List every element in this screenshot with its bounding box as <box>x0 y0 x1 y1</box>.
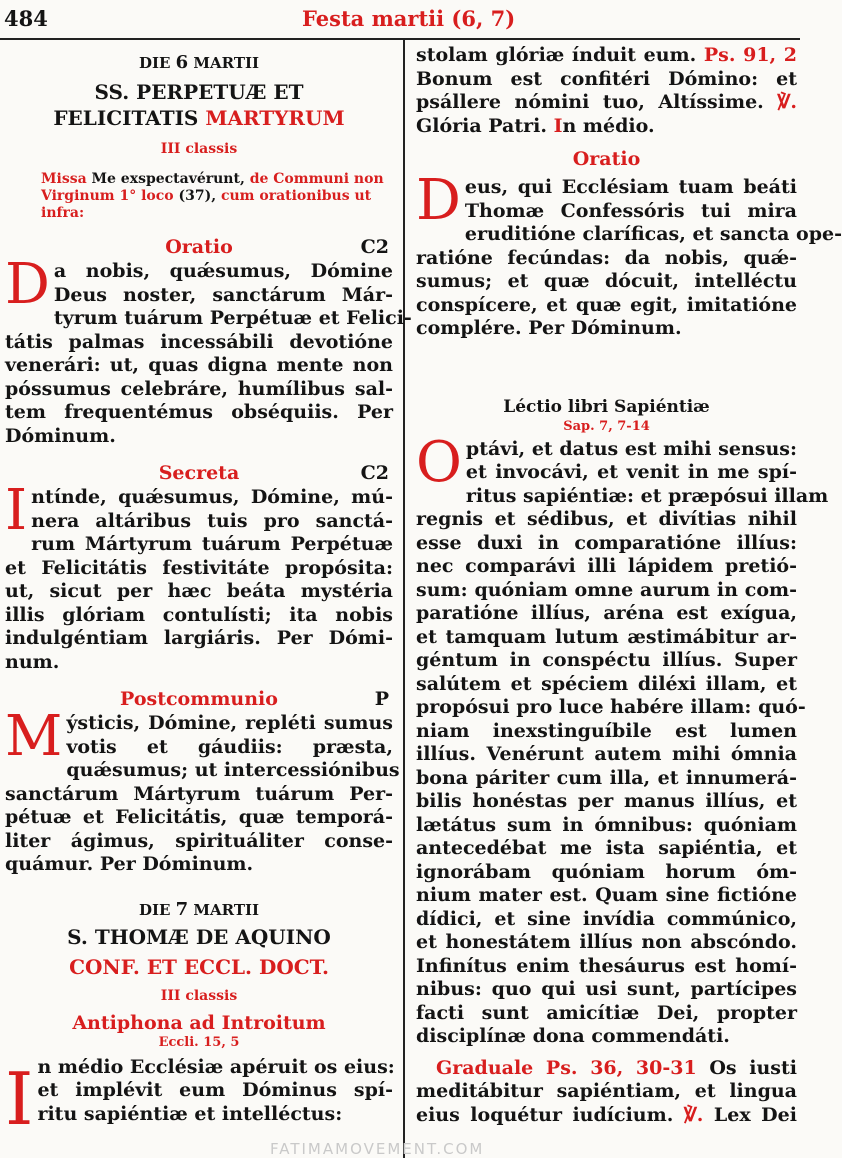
introitus-text <box>5 1055 395 1141</box>
text-line: liter ágimus, spirituáliter conse- <box>5 829 393 852</box>
oratio-text-left <box>5 252 412 448</box>
text-line: facti sunt amicítiæ Dei, propter <box>416 1001 797 1024</box>
text-line: tem frequentémus obséquiis. Per <box>5 401 393 423</box>
text-line: Infinítus enim thesáurus est homí- <box>416 954 797 977</box>
introitus-continuation: stolam glóriæ índuit eum. Ps. 91, 2 Bonum est confitéri Dómino: et psállere nómini tuo, Altíssime. ℣. Glória Patri. In médio. <box>416 44 797 137</box>
text-line: illis glóriam contulísti; ita nobis <box>5 603 393 626</box>
text-line: complére. Per Dóminum. <box>416 317 682 339</box>
antiphona-heading: Antiphona ad Introitum <box>72 1011 326 1034</box>
text-line: conspícere, et quæ egit, imitatióne <box>416 293 797 316</box>
day-heading-7: DIE 7 MARTII <box>138 898 260 920</box>
text-line: propósui pro luce habére illam: quó- <box>416 696 806 718</box>
text-line: nium mater est. Quam sine fictióne <box>416 884 797 906</box>
text-line: póssumus celebráre, humílibus sal- <box>5 377 393 400</box>
text-line: eruditióne claríficas, et sancta ope- <box>464 223 842 245</box>
feast-subtitle-thomas: CONF. ET ECCL. DOCT. <box>69 954 329 979</box>
feast-title-perpetua: SS. PERPETUÆ ET FELICITATIS MARTYRUM <box>53 80 345 130</box>
text-line: venerári: ut, quas digna mente non <box>5 354 393 376</box>
text-line: ignorábam quóniam horum óm- <box>416 860 797 883</box>
text-line: num. <box>5 650 60 673</box>
text-line: antecedébat me ista sapiéntia, et <box>416 837 797 859</box>
drop-cap-initial: I <box>5 478 28 543</box>
text-line: Thomæ Confessóris tui mira <box>464 199 797 222</box>
text-line: salútem et spéciem diléxi illam, et <box>416 672 797 695</box>
page-number: 484 <box>4 6 48 31</box>
text-line: indulgéntiam largiáris. Per Dómi- <box>5 627 393 649</box>
column-divider <box>403 40 405 1158</box>
oratio-heading-right: Oratio <box>572 148 641 170</box>
text-line: nibus: quo qui usi sunt, partícipes <box>416 978 797 1000</box>
text-line: votis et gáudiis: præsta, <box>66 735 393 758</box>
text-line: ritu sapiéntiæ et intelléctus: <box>37 1102 343 1125</box>
watermark: FATIMAMOVEMENT.COM <box>270 1140 485 1158</box>
text-line: tátis palmas incessábili devotióne <box>5 330 393 353</box>
text-line: ritus sapiéntiæ: et præpósui illam <box>465 484 829 507</box>
text-line: sumus; et quæ dócuit, intelléctu <box>416 270 797 292</box>
text-line: nera altáribus tuis pro sanctá- <box>31 509 393 532</box>
text-line: ýsticis, Dómine, repléti sumus <box>66 712 393 734</box>
text-line: sanctárum Mártyrum tuárum Per- <box>5 782 393 805</box>
drop-cap-initial: D <box>5 252 50 317</box>
text-line: ntɩ́nde, quǽsumus, Dómine, mú- <box>31 486 393 508</box>
text-line: et implévit eum Dóminus spí- <box>37 1079 393 1101</box>
secreta-heading: Secreta C2 <box>158 462 389 484</box>
secreta-text <box>5 478 393 674</box>
feast-title-thomas: S. THOMÆ DE AQUINO <box>67 924 331 949</box>
text-line: et tamquam lutum æstimábitur ar- <box>416 625 797 648</box>
text-line: disciplínæ dona commendáti. <box>416 1025 730 1047</box>
oratio-text-right <box>416 168 842 341</box>
drop-cap-initial: D <box>416 168 461 233</box>
text-line: sum: quóniam omne aurum in com- <box>416 578 797 601</box>
text-line: paratióne illíus, aréna est exígua, <box>416 602 797 624</box>
running-title: Festa martii (6, 7) <box>302 6 516 31</box>
text-line: Dóminum. <box>5 424 116 447</box>
text-line: et honestátem illíus non abscóndo. <box>416 931 797 953</box>
text-line: géntum in conspéctu illíus. Super <box>416 649 797 671</box>
text-line: pétuæ et Felicitátis, quæ temporá- <box>5 806 393 828</box>
left-column <box>5 44 412 1144</box>
postcommunio-text <box>5 704 400 877</box>
text-line: eus, qui Ecclésiam tuam beáti <box>464 176 797 198</box>
text-line: ptávi, et datus est mihi sensus: <box>465 437 797 460</box>
lectio-heading: Léctio libri Sapiéntiæ <box>503 396 710 417</box>
graduale-text: Graduale Ps. 36, 30-31 Os iusti meditábitur sapiéntiam, et lingua eius loquétur iudícium. ℣. Lex Dei <box>416 1056 797 1126</box>
text-line: a nobis, quǽsumus, Dómine <box>53 260 393 282</box>
text-line: niam inexstinguíbile est lumen <box>416 719 797 742</box>
text-line: n médio Ecclésiæ apéruit os eius: <box>37 1055 395 1078</box>
text-line: rum Mártyrum tuárum Perpétuæ <box>31 533 393 555</box>
drop-cap-initial: O <box>416 429 462 495</box>
text-line: tyrum tuárum Perpétuæ et Felici- <box>53 307 412 329</box>
missa-rubric: Missa Me exspectavérunt, de Communi non Virginum 1° loco (37), cum orationibus ut infra: <box>41 171 384 221</box>
text-line: ut, sicut per hæc beáta mystéria <box>5 580 393 602</box>
text-line: nec comparávi illi lápidem pretió- <box>416 555 797 577</box>
text-line: quámur. Per Dóminum. <box>5 853 254 875</box>
feast-class-1: III classis <box>160 141 238 157</box>
running-header <box>0 0 800 34</box>
text-line: regnis et sédibus, et divítias nihil <box>416 508 797 530</box>
oratio-heading-left: Oratio C2 <box>165 236 389 258</box>
lectio-ref: Sap. 7, 7-14 <box>563 418 650 434</box>
feast-class-2: III classis <box>160 987 238 1004</box>
text-line: esse duxi in comparatióne illíus: <box>416 531 797 554</box>
lectio-text <box>416 429 829 1049</box>
header-rule <box>0 38 800 40</box>
text-line: bona páriter cum illa, et innumerá- <box>416 766 797 789</box>
drop-cap-initial: I <box>5 1056 34 1141</box>
postcommunio-heading: Postcommunio P <box>120 688 389 710</box>
text-line: lætátus sum in ómnibus: quóniam <box>416 813 797 836</box>
day-heading-6: DIE 6 MARTII <box>138 52 260 73</box>
text-line: illíus. Venérunt autem mihi ómnia <box>416 743 797 765</box>
text-line: bilis honéstas per manus illíus, et <box>416 790 797 812</box>
right-column <box>416 44 842 1127</box>
text-line: ratióne fecúndas: da nobis, quǽ- <box>416 246 797 269</box>
text-line: quǽsumus; ut intercessiónibus <box>66 759 400 781</box>
antiphona-ref: Eccli. 15, 5 <box>158 1034 240 1050</box>
text-line: et invocávi, et venit in me spí- <box>465 461 797 483</box>
text-line: Deus noster, sanctárum Már- <box>53 283 393 306</box>
text-line: et Felicitátis festivitáte propósita: <box>5 556 393 579</box>
drop-cap-initial: M <box>5 704 63 769</box>
text-line: dídici, et sine invídia commúnico, <box>416 907 797 930</box>
